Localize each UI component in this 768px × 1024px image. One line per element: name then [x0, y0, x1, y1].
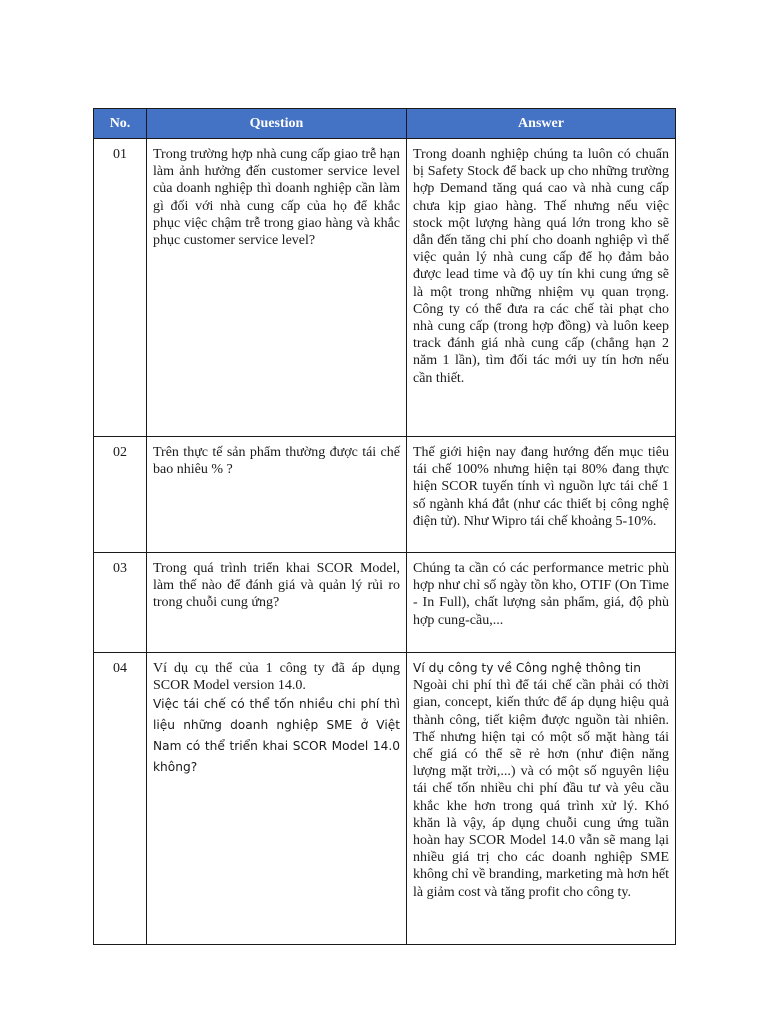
header-no: No. [94, 109, 147, 139]
answer-cell: Trong doanh nghiệp chúng ta luôn có chuẩn bị Safety Stock để back up cho những trường hợp Demand tăng quá cao và nhà cung cấp chưa kịp giao hàng. Thế nhưng nếu việc stock một lượng hàng quá lớn trong kho sẽ dẫn đến tăng chi phí cho doanh nghiệp vì thế việc quản lý nhà cung cấp để họ đảm bảo được lead time và độ uy tín khi cung ứng sẽ là một trong những nhiệm vụ quan trọng. Công ty có thể đưa ra các chế tài phạt cho nhà cung cấp (trong hợp đồng) và luôn keep track đánh giá nhà cung cấp (chẳng hạn 2 năm 1 lần), tìm đối tác mới uy tín hơn nếu cần thiết. [407, 139, 676, 437]
row-number: 04 [94, 653, 147, 945]
table-row [94, 553, 676, 653]
answer-heading: Ví dụ công ty về Công nghệ thông tin [413, 661, 641, 675]
question-cell [147, 653, 407, 945]
qa-table [93, 108, 676, 945]
question-cell: Trong quá trình triển khai SCOR Model, làm thế nào để đánh giá và quản lý rủi ro trong chuỗi cung ứng? [147, 553, 407, 653]
answer-cell: Chúng ta cần có các performance metric phù hợp như chỉ số ngày tồn kho, OTIF (On Time - In Full), chất lượng sản phẩm, giá, độ phù hợp cung-cầu,... [407, 553, 676, 653]
table-row [94, 653, 676, 945]
question-text-secondary: Việc tái chế có thể tốn nhiều chi phí thì liệu những doanh nghiệp SME ở Việt Nam có thể triển khai SCOR Model 14.0 không? [153, 697, 400, 775]
table-row [94, 139, 676, 437]
row-number: 02 [94, 437, 147, 553]
header-question: Question [147, 109, 407, 139]
answer-cell: Thế giới hiện nay đang hướng đến mục tiêu tái chế 100% nhưng hiện tại 80% đang thực hiện SCOR tuyến tính vì nguồn lực tái chế 1 số ngành khá đắt (như các thiết bị công nghệ điện tử). Như Wipro tái chế khoảng 5-10%. [407, 437, 676, 553]
answer-text: Ngoài chi phí thì để tái chế cần phải có thời gian, concept, kiến thức để áp dụng hiệu quả thành công, tiết kiệm được nguồn tài nhiên. Thế nhưng hiện tại có một số mặt hàng tái chế giá có thể sẽ rẻ hơn (như điện năng lượng mặt trời,...) và có một số nguyên liệu tái chế tốn nhiều chi phí đầu tư và yêu cầu khắc khe hơn trong quá trình xử lý. Khó khăn là vậy, áp dụng chuỗi cung ứng tuần hoàn hay SCOR Model 14.0 vẫn sẽ mang lại nhiều giá trị cho các doanh nghiệp SME không chỉ về branding, marketing mà hơn hết là giảm cost và tăng profit cho công ty. [413, 678, 669, 900]
row-number: 03 [94, 553, 147, 653]
answer-cell [407, 653, 676, 945]
question-text: Ví dụ cụ thể của 1 công ty đã áp dụng SCOR Model version 14.0. [153, 661, 400, 694]
table-header [94, 109, 676, 139]
row-number: 01 [94, 139, 147, 437]
header-answer: Answer [407, 109, 676, 139]
header-row [94, 109, 676, 139]
table-row [94, 437, 676, 553]
question-cell: Trên thực tế sản phẩm thường được tái chế bao nhiêu % ? [147, 437, 407, 553]
question-cell: Trong trường hợp nhà cung cấp giao trễ hạn làm ảnh hưởng đến customer service level của doanh nghiệp thì doanh nghiệp cần làm gì đối với nhà cung cấp của họ để khắc phục việc chậm trễ trong giao hàng và khắc phục customer service level? [147, 139, 407, 437]
